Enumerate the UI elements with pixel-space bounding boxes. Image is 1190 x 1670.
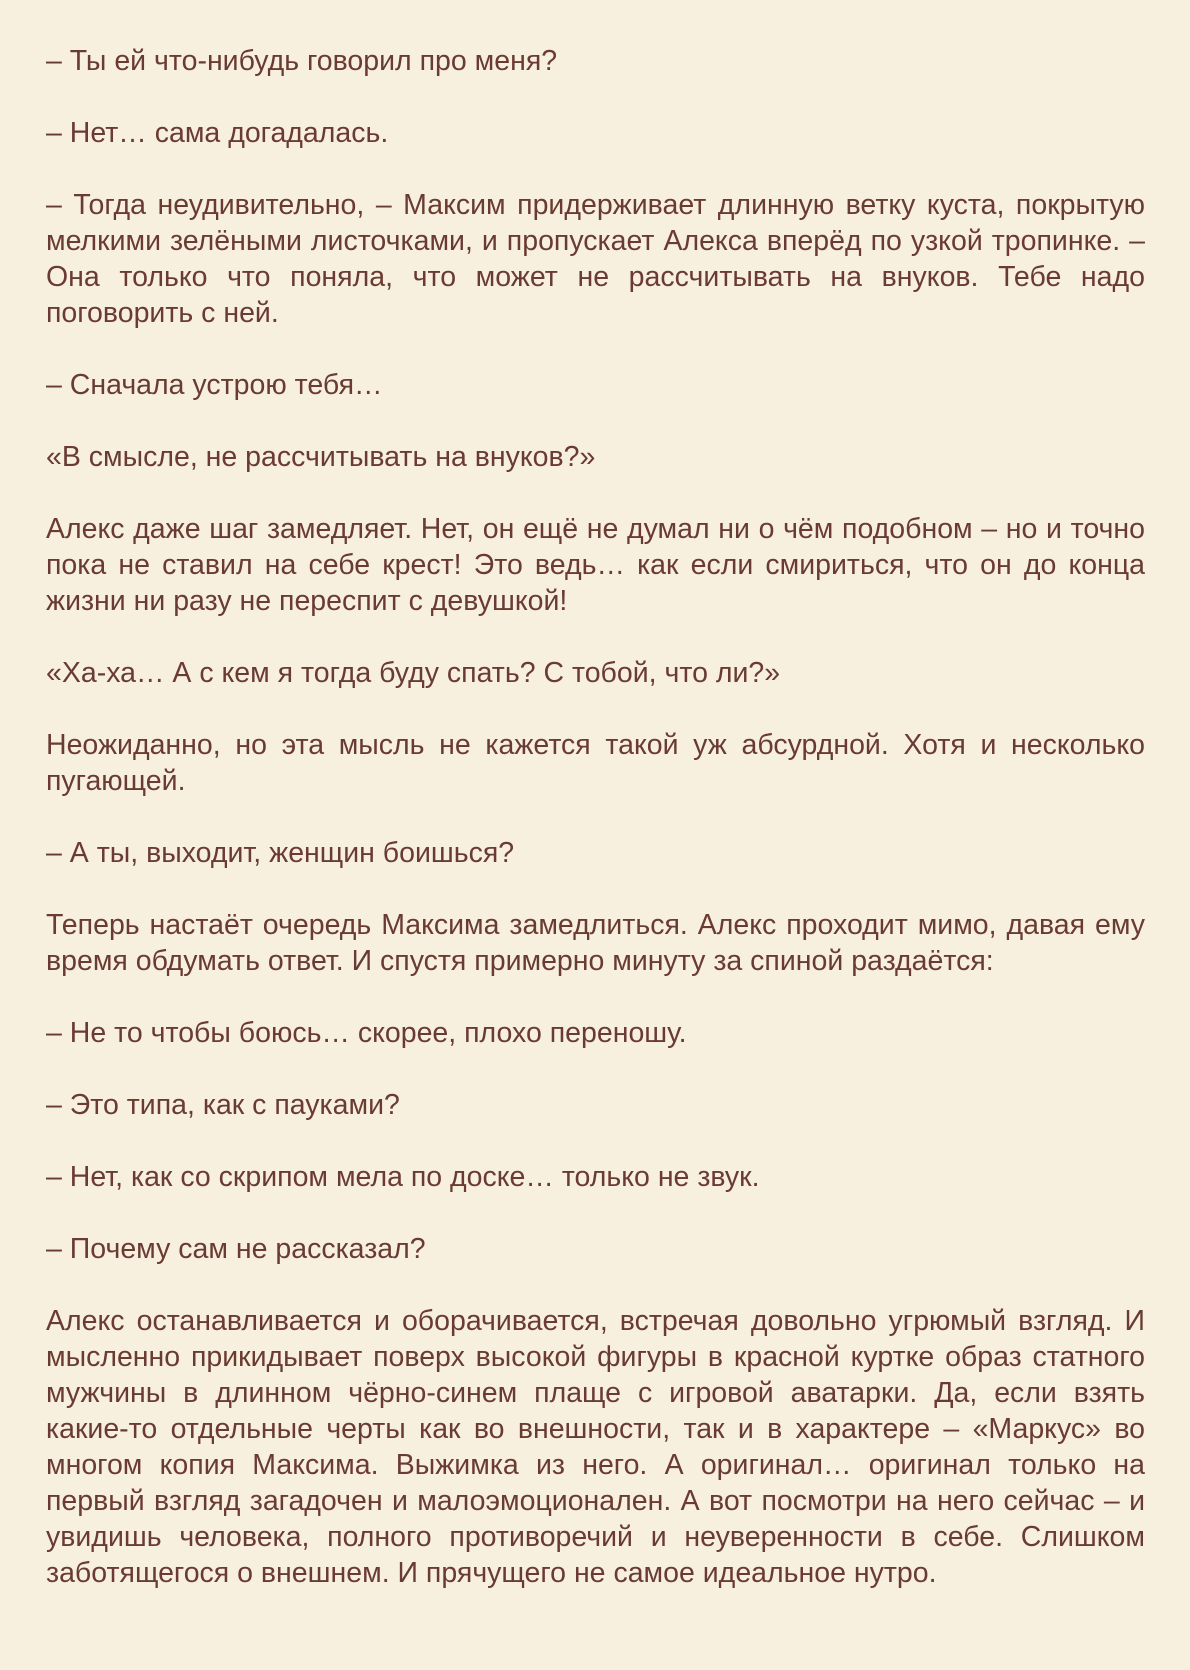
paragraph-9: – А ты, выходит, женщин боишься? bbox=[46, 837, 515, 869]
paragraph-11: – Не то чтобы боюсь… скорее, плохо переношу. bbox=[46, 1017, 687, 1049]
paragraph-5: «В смысле, не рассчитывать на внуков?» bbox=[46, 441, 596, 473]
paragraph-1: – Ты ей что-нибудь говорил про меня? bbox=[46, 45, 558, 77]
paragraph-2: – Нет… сама догадалась. bbox=[46, 117, 389, 149]
paragraph-3: – Тогда неудивительно, – Максим придерживает длинную ветку куста, покрытую мелкими зелёными листочками, и пропускает Алекса вперёд по узкой тропинке. – Она только что поняла, что может не рассчитывать на внуков. Тебе надо поговорить с ней. bbox=[46, 189, 1145, 329]
paragraph-7: «Ха-ха… А с кем я тогда буду спать? С тобой, что ли?» bbox=[46, 657, 781, 689]
paragraph-6: Алекс даже шаг замедляет. Нет, он ещё не думал ни о чём подобном – но и точно пока не ставил на себе крест! Это ведь… как если смириться, что он до конца жизни ни разу не переспит с девушкой! bbox=[46, 513, 1145, 617]
paragraph-14: – Почему сам не рассказал? bbox=[46, 1233, 426, 1265]
paragraph-15: Алекс останавливается и оборачивается, встречая довольно угрюмый взгляд. И мысленно прикидывает поверх высокой фигуры в красной куртке образ статного мужчины в длинном чёрно-синем плаще с игровой аватарки. Да, если взять какие-то отдельные черты как во внешности, так и в характере – «Маркус» во многом копия Максима. Выжимка из него. А оригинал… оригинал только на первый взгляд загадочен и малоэмоционален. А вот посмотри на него сейчас – и увидишь человека, полного противоречий и неуверенности в себе. Слишком заботящегося о внешнем. И прячущего не самое идеальное нутро. bbox=[46, 1305, 1145, 1589]
paragraph-4: – Сначала устрою тебя… bbox=[46, 369, 383, 401]
paragraph-12: – Это типа, как с пауками? bbox=[46, 1089, 400, 1121]
paragraph-10: Теперь настаёт очередь Максима замедлиться. Алекс проходит мимо, давая ему время обдумать ответ. И спустя примерно минуту за спиной раздаётся: bbox=[46, 909, 1145, 977]
paragraph-13: – Нет, как со скрипом мела по доске… только не звук. bbox=[46, 1161, 760, 1193]
paragraph-8: Неожиданно, но эта мысль не кажется такой уж абсурдной. Хотя и несколько пугающей. bbox=[46, 729, 1145, 797]
